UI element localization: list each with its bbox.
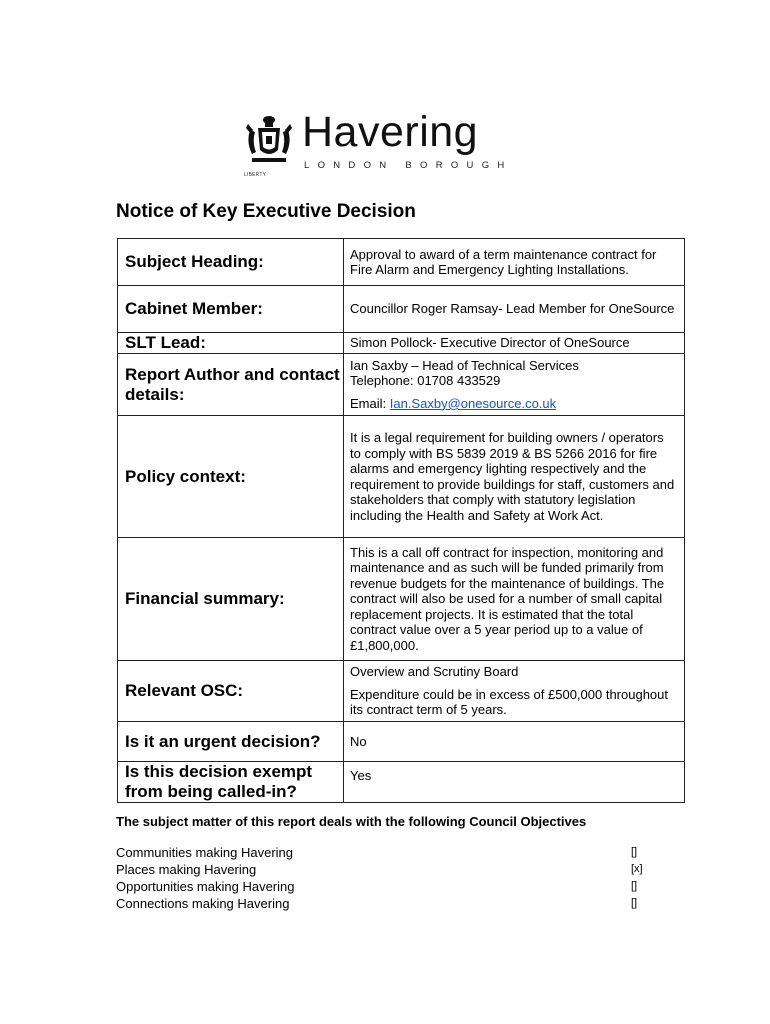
table-row bbox=[118, 538, 685, 661]
subject-heading-label: Subject Heading: bbox=[118, 239, 344, 286]
objective-name: Opportunities making Havering bbox=[116, 879, 295, 894]
objective-checkbox: [] bbox=[631, 897, 638, 909]
list-item bbox=[116, 896, 656, 913]
list-item bbox=[116, 879, 656, 896]
objective-checkbox: [] bbox=[631, 880, 638, 892]
table-row bbox=[118, 762, 685, 803]
page-title: Notice of Key Executive Decision bbox=[116, 201, 416, 222]
table-row bbox=[118, 661, 685, 722]
osc-name: Overview and Scrutiny Board bbox=[350, 664, 519, 680]
subject-heading-value: Approval to award of a term maintenance contract for Fire Alarm and Emergency Lighting Installations. bbox=[344, 239, 685, 286]
author-email-link[interactable]: Ian.Saxby@onesource.co.uk bbox=[389, 395, 557, 411]
table-row bbox=[118, 333, 685, 354]
list-item bbox=[116, 845, 656, 862]
list-item bbox=[116, 862, 656, 879]
report-author-value bbox=[344, 354, 685, 416]
objective-name: Communities making Havering bbox=[116, 845, 294, 860]
decision-details-table bbox=[117, 238, 685, 803]
cabinet-member-label: Cabinet Member: bbox=[118, 286, 344, 333]
objectives-list bbox=[116, 845, 656, 913]
crest-motto: LIBERTY bbox=[244, 172, 267, 178]
coat-of-arms-icon bbox=[244, 114, 294, 172]
brand-name: Havering bbox=[302, 108, 479, 156]
slt-lead-label: SLT Lead: bbox=[118, 333, 344, 354]
exempt-label: Is this decision exempt from being called-in? bbox=[118, 762, 344, 803]
table-row bbox=[118, 354, 685, 416]
policy-context-label: Policy context: bbox=[118, 416, 344, 538]
exempt-value: Yes bbox=[344, 762, 685, 803]
table-row bbox=[118, 416, 685, 538]
urgent-label: Is it an urgent decision? bbox=[118, 722, 344, 762]
objectives-heading: The subject matter of this report deals with the following Council Objectives bbox=[116, 814, 587, 829]
financial-summary-label: Financial summary: bbox=[118, 538, 344, 661]
financial-summary-value: This is a call off contract for inspection, monitoring and maintenance and as such will be funded primarily from revenue budgets for the maintenance of buildings. The contract will also be used for a number of small capital replacement projects. It is estimated that the total contract value over a 5 year period up to a value of £1,800,000. bbox=[344, 538, 685, 661]
objective-checkbox: [x] bbox=[631, 863, 643, 875]
table-row bbox=[118, 286, 685, 333]
relevant-osc-value bbox=[344, 661, 685, 722]
slt-lead-value: Simon Pollock- Executive Director of OneSource bbox=[344, 333, 685, 354]
author-name: Ian Saxby – Head of Technical Services bbox=[350, 357, 579, 373]
brand-subtitle: LONDON BOROUGH bbox=[304, 160, 513, 171]
cabinet-member-value: Councillor Roger Ramsay- Lead Member for OneSource bbox=[344, 286, 685, 333]
report-author-label: Report Author and contact details: bbox=[118, 354, 344, 416]
policy-context-value: It is a legal requirement for building owners / operators to comply with BS 5839 2019 & BS 5266 2016 for fire alarms and emergency lighting respectively and the requirement to provide buildings for staff, customers and stakeholders that comply with statutory legislation including the Health and Safety at Work Act. bbox=[344, 416, 685, 538]
urgent-value: No bbox=[344, 722, 685, 762]
relevant-osc-label: Relevant OSC: bbox=[118, 661, 344, 722]
table-row bbox=[118, 239, 685, 286]
objective-checkbox: [] bbox=[631, 846, 638, 858]
osc-expenditure: Expenditure could be in excess of £500,000 throughout its contract term of 5 years. bbox=[350, 686, 669, 718]
havering-logo bbox=[244, 108, 534, 178]
author-telephone: Telephone: 01708 433529 bbox=[350, 373, 501, 389]
author-email-line bbox=[350, 396, 678, 412]
objective-name: Connections making Havering bbox=[116, 896, 290, 911]
table-row bbox=[118, 722, 685, 762]
email-label: Email: bbox=[350, 395, 387, 411]
objective-name: Places making Havering bbox=[116, 862, 257, 877]
